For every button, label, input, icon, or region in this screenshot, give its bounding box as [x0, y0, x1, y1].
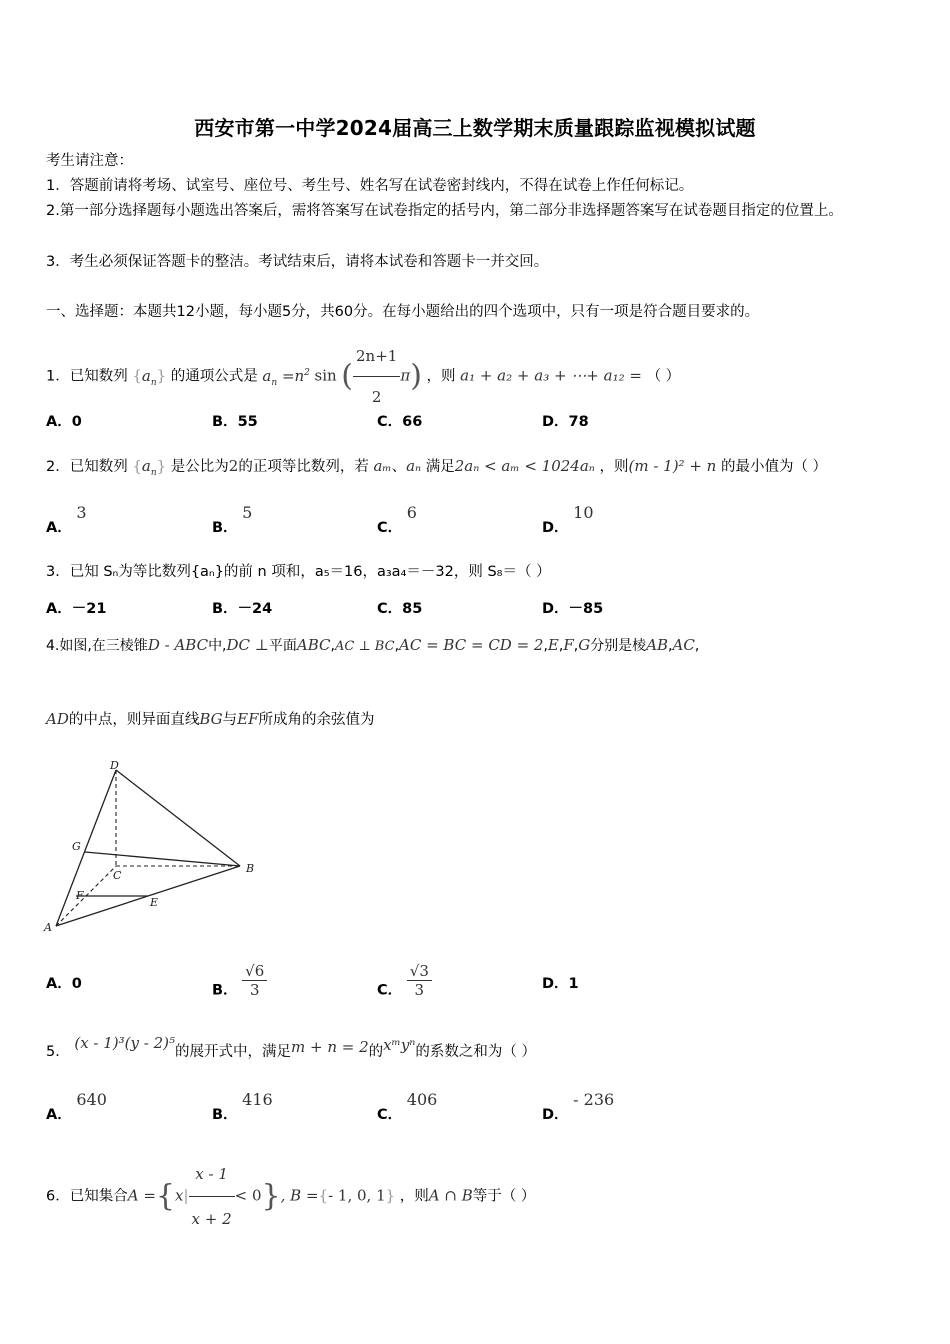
q1-option-d[interactable]: D．78 [542, 414, 589, 430]
notice-item-2: 2.第一部分选择题每小题选出答案后，需将答案写在试卷指定的括号内，第二部分非选择题答案写在试卷题目指定的位置上。 [46, 203, 843, 219]
q2-option-c[interactable]: C． 6 [377, 503, 417, 536]
question-3: 3．已知 Sₙ为等比数列{aₙ}的前 n 项和，a₅＝16，a₃a₄＝－32，则 S₈＝（ ） [46, 564, 551, 580]
q3-option-b[interactable]: B．－24 [212, 601, 273, 617]
q3-option-d[interactable]: D．－85 [542, 601, 604, 617]
q2-option-d[interactable]: D． 10 [542, 503, 594, 536]
question-4-line-2: AD的中点，则异面直线BG与EF所成角的余弦值为 [46, 710, 375, 728]
q4-option-c[interactable]: C． $\frac{√3}{3}$ [377, 972, 432, 1009]
q5-options [46, 1090, 926, 1125]
label-g: G [72, 840, 81, 853]
q4-option-a[interactable]: A．0 [46, 976, 82, 992]
label-c: C [113, 869, 122, 882]
tetrahedron-figure [40, 758, 270, 938]
q1-text1: 的通项公式是 [170, 368, 258, 385]
q5-option-c[interactable]: C． 406 [377, 1090, 438, 1123]
question-6: 6．已知集合A ={x| $\frac{x - 1}{x + 2}$ < 0}, B ={- 1, 0, 1} ，则A ∩ B等于（ ） [46, 1152, 535, 1196]
q3-option-a[interactable]: A．－21 [46, 601, 107, 617]
q5-option-a[interactable]: A． 640 [46, 1090, 107, 1123]
q5-option-d[interactable]: D． - 236 [542, 1090, 615, 1123]
q1-sum: a₁ + a₂ + a₃ + ⋯+ a₁₂ = [460, 366, 642, 385]
q2-options [46, 503, 926, 538]
label-d: D [110, 759, 119, 772]
q1-lead: 1．已知数列 [46, 368, 128, 385]
notice-item-1: 1．答题前请将考场、试室号、座位号、考生号、姓名写在试卷密封线内，不得在试卷上作任何标记。 [46, 178, 694, 194]
q3-options [46, 597, 926, 619]
q2-option-b[interactable]: B． 5 [212, 503, 253, 536]
section-heading: 一、选择题：本题共12小题，每小题5分，共60分。在每小题给出的四个选项中，只有一项是符合题目要求的。 [46, 304, 760, 320]
q1-seq: $a_n$ [141, 366, 157, 388]
question-4-line-1: 4.如图,在三棱锥D - ABC中,DC ⊥平面ABC,AC ⊥ BC,AC = BC = CD = 2,E,F,G分别是棱AB,AC, [46, 636, 700, 654]
q4-options [46, 962, 926, 1002]
label-e: E [150, 896, 159, 909]
q5-option-b[interactable]: B． 416 [212, 1090, 273, 1123]
question-2: 2．已知数列 $\{a_n\}$ 是公比为2的正项等比数列，若 aₘ、aₙ 满足2aₙ < aₘ < 1024aₙ ，则(m - 1)² + n 的最小值为（ ） [46, 457, 828, 478]
q1-fraction: $\frac{2n+1}{2}$ [353, 336, 400, 417]
q1-options [46, 410, 926, 432]
q1-formula: $a_n =n^2$ [262, 366, 310, 388]
label-f: F [76, 889, 84, 902]
q2-option-a[interactable]: A． 3 [46, 503, 87, 536]
question-1: 1．已知数列 $\{a_n\}$ 的通项公式是 $a_n =n^2$ sin ( $\frac{2n+1}{2}$ π) ，则 a₁ + a₂ + a₃ + ⋯+ a₁₂ = （ ） [46, 336, 680, 376]
q3-option-c[interactable]: C．85 [377, 601, 423, 617]
q4-option-d[interactable]: D．1 [542, 976, 579, 992]
q1-blank: （ ） [646, 368, 681, 385]
q1-option-b[interactable]: B．55 [212, 414, 258, 430]
question-5: 5． (x - 1)³(y - 2)⁵的展开式中，满足m + n = 2的xᵐyⁿ的系数之和为（ ） [46, 1034, 536, 1060]
q1-option-c[interactable]: C．66 [377, 414, 423, 430]
page-title: 西安市第一中学2024届高三上数学期末质量跟踪监视模拟试题 [194, 116, 756, 140]
label-b: B [246, 862, 255, 875]
notice-item-3: 3．考生必须保证答题卡的整洁。考试结束后，请将本试卷和答题卡一并交回。 [46, 254, 549, 270]
q4-option-b[interactable]: B． $\frac{√6}{3}$ [212, 972, 267, 1009]
q1-option-a[interactable]: A．0 [46, 414, 82, 430]
label-a: A [44, 921, 52, 934]
notice-heading: 考生请注意： [46, 153, 133, 169]
